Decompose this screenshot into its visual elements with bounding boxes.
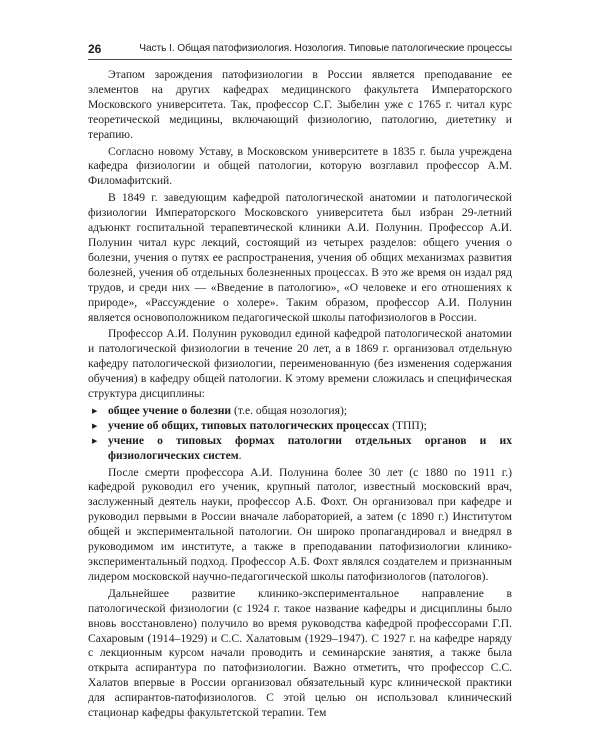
paragraph: Этапом зарождения патофизиологии в России является преподавание ее элементов на других кафедрах медицинского факультета Императорского Московского университета. Так, профессор С.Г. Зыбелин уже с 1765 г. читал курс теоретической медицины, включающий физиологию, патологию, диететику и терапию. — [88, 68, 512, 141]
page-number: 26 — [88, 42, 102, 56]
paragraph: Согласно новому Уставу, в Московском университете в 1835 г. была учреждена кафедра физиологии и общей патологии, которую возглавил профессор А.М. Филомафитский. — [88, 144, 512, 188]
paragraph: В 1849 г. заведующим кафедрой патологической анатомии и патологической физиологии Императорского Московского университета был избран 29-летний адъюнкт госпитальной терапевтической клиники А.И. Полунин. Профессор А.И. Полунин читал курс лекций, состоящий из четырех разделов: общего учения о болезни, учения о путях ее распространения, учения об общих механизмах развития болезней, учения об отдельных болезненных процессах. В это же время он издал ряд трудов, и среди них — «Введение в патологию», «О человеке и его отношениях к природе», «Рассуждение о холере». Таким образом, профессор А.И. Полунин является основоположником педагогической школы патофизиологов в России. — [88, 191, 512, 324]
page-header — [88, 40, 512, 60]
list-item — [88, 434, 512, 464]
discipline-structure-list — [88, 404, 512, 464]
list-item-bold: учение об общих, типовых патологических процессах — [108, 418, 390, 432]
list-item-bold: учение о типовых формах патологии отдельных органов и их физиологических систем — [108, 433, 512, 462]
body-text — [88, 68, 512, 723]
paragraph: Профессор А.И. Полунин руководил единой кафедрой патологической анатомии и патологической физиологии в течение 20 лет, а в 1869 г. организовал отдельную кафедру патологической физиологии, переименованную (без изменения содержания обучения) в кафедру общей патологии. К этому времени сложилась и специфическая структура дисциплины: — [88, 327, 512, 401]
list-item — [88, 419, 512, 434]
list-item — [88, 404, 512, 419]
paragraph: Дальнейшее развитие клинико-экспериментальное направление в патологической физиологии (с 1924 г. такое название кафедры и дисциплины было вновь восстановлено) получило во время руководства кафедрой профессорами Г.П. Сахаровым (1914–1929) и С.С. Халатовым (1929–1947). С 1927 г. на кафедре наряду с лекционным курсом начали проводить и семинарские занятия, а также была открыта аспирантура по патофизиологии. Важно отметить, что профессор С.С. Халатов впервые в России организовал обязательный курс клинической практики для аспирантов-патофизиологов. С этой целью он использовал клинический стационар кафедры факультетской терапии. Тем — [88, 586, 512, 720]
list-item-bold: общее учение о болезни — [108, 403, 232, 417]
list-item-rest: (ТПП); — [389, 418, 427, 432]
list-item-rest: . — [238, 448, 242, 462]
paragraph: После смерти профессора А.И. Полунина более 30 лет (с 1880 по 1911 г.) кафедрой руководил его ученик, крупный патолог, известный московский врач, заслуженный деятель науки, профессор А.Б. Фохт. Он организовал при кафедре и руководил первыми в России вначале лабораторией, а затем (с 1890 г.) Институтом общей и экспериментальной патологии. Он широко пропагандировал и внедрял в руководимом им институте, а также в преподавании патофизиологии клинико-экспериментальный подход. Профессор А.Б. Фохт являлся создателем и признанным лидером московской научно-педагогической школы патофизиологов (патологов). — [88, 465, 512, 583]
running-head: Часть I. Общая патофизиология. Нозология. Типовые патологические процессы — [139, 43, 512, 54]
list-item-rest: (т.е. общая нозология); — [231, 403, 348, 417]
